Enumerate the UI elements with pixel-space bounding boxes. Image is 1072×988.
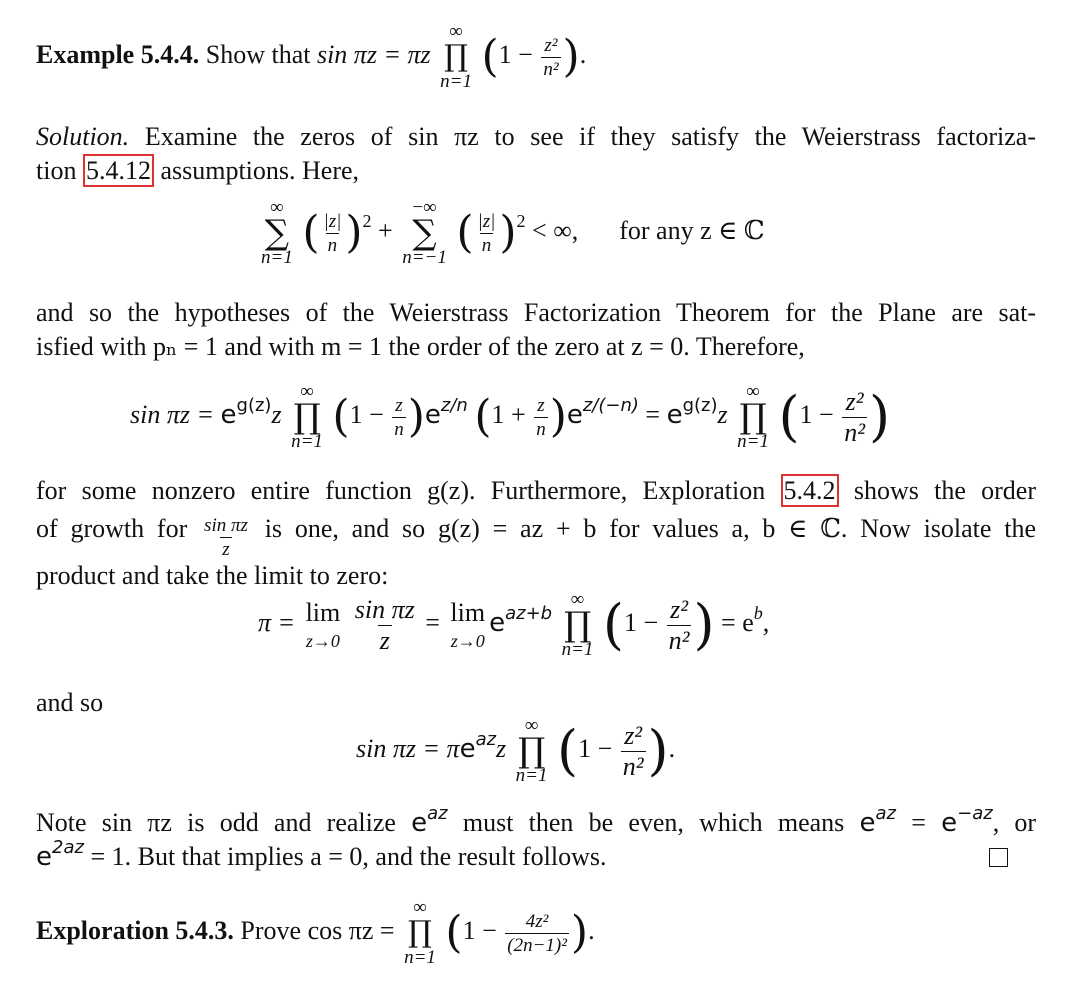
solution-line1: Examine the zeros of sin πz to see if they satisfy the Weierstrass factoriza- — [144, 122, 1037, 151]
equation-result: $\sin \pi z = \pi e^{az}z$ ∞ ∏ n=1 (1 − $\frac{\text{z²}}{\text{n²}}$ ). — [356, 715, 676, 786]
equation-factorization: $\sin \pi z = e^{g(z)}z$ ∞ ∏ n=1 (1 − $\frac{z}{n}$ )$e^{z/n}$ (1 + $\frac{z}{n}$ )$e^{z/(-n)} = e^{g(z)}z$ ∞ ∏ n=1 (1 − $\frac{\text{z²}}{\text{n²}}$ ) — [130, 381, 891, 452]
limit-operator-2: lim z→0 — [450, 598, 486, 651]
ref-5-4-12-link[interactable]: 5.4.12 — [83, 154, 154, 187]
example-lhs: sin πz = πz — [316, 39, 431, 69]
product-1: ∞ ∏ n=1 — [291, 381, 323, 452]
product-3: ∞ ∏ n=1 — [561, 589, 594, 660]
limit-operator-1: lim z→0 — [305, 598, 341, 651]
equation-sums: ∞ ∑ n=1 ( $\frac{|z|}{n}$ )$^2$ + −∞ ∑ n=−1 ( $\frac{|z|}{n}$ )$^2$ < ∞, for any z ∈ ℂ — [261, 197, 765, 268]
growth-fraction: $\frac{\text{sin πz}}{z}$ — [204, 515, 248, 560]
exploration-product: ∞ ∏ n=1 — [404, 897, 436, 968]
example-heading: Example 5.4.4. Show that sin πz = πz ∞ ∏ n=1 (1 − $\frac{\text{z²}}{\text{n²}}$ ). — [36, 21, 587, 92]
sum-1: ∞ ∑ n=1 — [261, 197, 293, 268]
sum-2: −∞ ∑ n=−1 — [402, 197, 447, 268]
growth-paragraph: for some nonzero entire function g(z). Furthermore, Exploration 5.4.2 shows the order of growth for $\frac{\text{sin πz}}{z}$ is one, and so g(z) = az + b for values a, b ∈ ℂ. Now isolate the product and take the limit to zero: — [36, 476, 1037, 590]
hypotheses-paragraph: and so the hypotheses of the Weierstrass Factorization Theorem for the Plane are sat- isfied with pₙ = 1 and with m = 1 the order of the zero at z = 0. Therefore, — [36, 298, 1036, 361]
exploration-label: Exploration 5.4.3. — [36, 915, 234, 945]
solution-label: Solution. — [36, 122, 130, 151]
condition-text: for any z ∈ ℂ — [619, 215, 765, 245]
ref-5-4-2-link[interactable]: 5.4.2 — [781, 474, 839, 507]
equation-limit: π = lim z→0 $\frac{\text{sin πz}}{z}$ = lim z→0 $e^{az+b}$ ∞ ∏ n=1 (1 − $\frac{\text{z²}}{\text{n²}}$ ) = $e^b$, — [258, 589, 770, 660]
example-product: ∞ ∏ n=1 — [440, 21, 472, 92]
example-label: Example 5.4.4. — [36, 39, 200, 69]
exploration-heading: Exploration 5.4.3. Prove cos πz = ∞ ∏ n=1 (1 − $\frac{\text{4z²}}{\text{(2n−1)²}}$ ). — [36, 897, 595, 968]
product-4: ∞ ∏ n=1 — [515, 715, 548, 786]
solution-paragraph: Solution. Examine the zeros of sin πz to see if they satisfy the Weierstrass factoriza- tion 5.4.12 assumptions. Here, — [36, 122, 1037, 185]
and-so-text: and so — [36, 688, 104, 717]
product-2: ∞ ∏ n=1 — [737, 381, 769, 452]
note-paragraph: Note sin πz is odd and realize $e^{az}$ must then be even, which means $e^{az} = e^{-az}$, or $e^{2az} = 1$. But that implies a = 0, and the result follows. — [36, 803, 1037, 872]
qed-square-icon — [989, 848, 1008, 867]
example-fraction: $\frac{\text{z²}}{\text{n²}}$ — [543, 34, 559, 80]
example-text: Show that — [205, 39, 311, 69]
